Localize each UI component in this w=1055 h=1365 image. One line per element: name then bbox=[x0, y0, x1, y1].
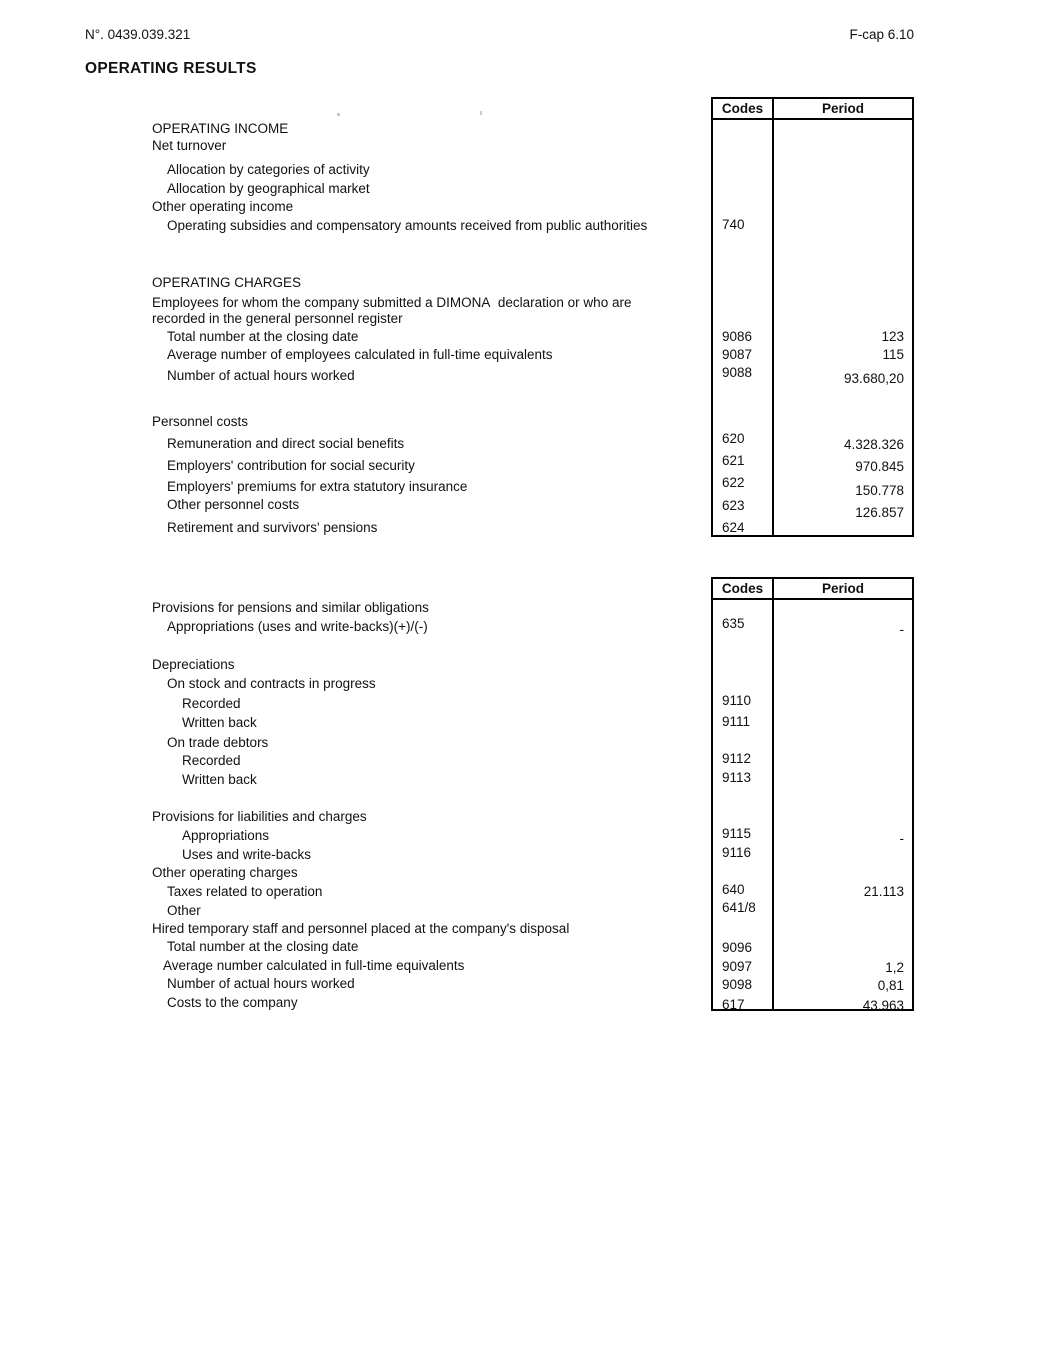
row-code: 622 bbox=[722, 475, 745, 490]
row-label: Written back bbox=[182, 772, 257, 787]
row-label: Other operating charges bbox=[152, 865, 298, 880]
row-code: 617 bbox=[722, 997, 745, 1012]
row-label: Costs to the company bbox=[167, 995, 298, 1010]
row-label: recorded in the general personnel register bbox=[152, 311, 403, 326]
row-value: 126.857 bbox=[855, 505, 904, 520]
row-code: 9087 bbox=[722, 347, 753, 362]
row-label: Allocation by categories of activity bbox=[167, 162, 370, 177]
codes-column-header: Codes bbox=[721, 581, 764, 596]
row-code: 9112 bbox=[722, 751, 752, 766]
row-value: 4.328.326 bbox=[843, 437, 904, 452]
table-row bbox=[0, 138, 914, 154]
codes-column-header: Codes bbox=[721, 101, 764, 116]
page-title: OPERATING RESULTS bbox=[85, 60, 257, 77]
row-value: 123 bbox=[881, 329, 904, 344]
table-row bbox=[0, 753, 914, 769]
table-row bbox=[0, 431, 914, 452]
table-row bbox=[0, 921, 914, 937]
table-row bbox=[0, 847, 914, 863]
row-code: 740 bbox=[722, 217, 745, 232]
period-column-header: Period bbox=[821, 581, 864, 596]
table-row bbox=[0, 657, 914, 673]
row-code: 620 bbox=[722, 431, 745, 446]
table-row bbox=[0, 329, 914, 345]
row-label: On stock and contracts in progress bbox=[167, 676, 376, 691]
row-label: OPERATING CHARGES bbox=[152, 275, 302, 290]
table-row bbox=[0, 828, 914, 844]
row-value: 43.963 bbox=[862, 998, 904, 1013]
row-code: 624 bbox=[722, 520, 745, 535]
row-label: Net turnover bbox=[152, 138, 227, 153]
form-reference: F-cap 6.10 bbox=[849, 27, 914, 42]
row-label: Provisions for liabilities and charges bbox=[152, 809, 367, 824]
table-row bbox=[0, 497, 914, 520]
row-code: 9110 bbox=[722, 693, 752, 708]
row-label: Number of actual hours worked bbox=[167, 368, 355, 383]
table-row bbox=[0, 865, 914, 881]
table-row bbox=[0, 600, 914, 616]
row-value: 1,2 bbox=[885, 960, 904, 975]
row-label: OPERATING INCOME bbox=[152, 121, 289, 136]
row-code: 621 bbox=[722, 453, 745, 468]
row-label: Provisions for pensions and similar obligations bbox=[152, 600, 429, 615]
row-code: 9098 bbox=[722, 977, 753, 992]
row-code: 9115 bbox=[722, 826, 752, 841]
table-row bbox=[0, 900, 914, 919]
row-label: Number of actual hours worked bbox=[167, 976, 355, 991]
table-row bbox=[0, 475, 914, 498]
row-label: Other bbox=[167, 903, 201, 918]
row-label: Employees for whom the company submitted a DIMONA declaration or who are bbox=[152, 295, 632, 310]
table-row bbox=[0, 414, 914, 430]
row-code: 9096 bbox=[722, 940, 753, 955]
row-code: 641/8 bbox=[722, 900, 756, 915]
table-row bbox=[0, 676, 914, 692]
enterprise-number: N°. 0439.039.321 bbox=[85, 27, 191, 42]
row-label: Remuneration and direct social benefits bbox=[167, 436, 405, 451]
row-code: 9116 bbox=[722, 845, 752, 860]
table-row bbox=[0, 295, 914, 311]
table-row bbox=[0, 939, 914, 955]
table-row bbox=[0, 809, 914, 825]
row-label: Operating subsidies and compensatory amounts received from public authorities bbox=[167, 218, 648, 233]
row-label: Appropriations (uses and write-backs)(+)/(-) bbox=[167, 619, 428, 634]
row-code: 9097 bbox=[722, 959, 753, 974]
table-row bbox=[0, 181, 914, 197]
row-label: Taxes related to operation bbox=[167, 884, 323, 899]
row-label: On trade debtors bbox=[167, 735, 269, 750]
row-label: Employers' contribution for social security bbox=[167, 458, 415, 473]
row-code: 635 bbox=[722, 616, 745, 631]
table-row bbox=[0, 520, 914, 536]
table-row bbox=[0, 976, 914, 992]
row-label: Personnel costs bbox=[152, 414, 249, 429]
row-label: Other operating income bbox=[152, 199, 294, 214]
row-code: 640 bbox=[722, 882, 745, 897]
table-row bbox=[0, 735, 914, 751]
row-label: Employers' premiums for extra statutory insurance bbox=[167, 479, 468, 494]
row-label: Recorded bbox=[182, 753, 241, 768]
row-value: 93.680,20 bbox=[843, 371, 904, 386]
row-code: 9113 bbox=[722, 770, 752, 785]
row-label: Average number calculated in full-time equivalents bbox=[163, 958, 465, 973]
row-value: - bbox=[899, 622, 904, 637]
row-value: 0,81 bbox=[877, 978, 904, 993]
table-row bbox=[0, 884, 914, 900]
table-row bbox=[0, 715, 914, 731]
row-value: 115 bbox=[882, 347, 904, 362]
row-label: Allocation by geographical market bbox=[167, 181, 370, 196]
row-value: 21.113 bbox=[863, 884, 904, 899]
row-value: 150.778 bbox=[855, 483, 904, 498]
row-label: Retirement and survivors' pensions bbox=[167, 520, 378, 535]
row-label: Depreciations bbox=[152, 657, 235, 672]
table-row bbox=[0, 453, 914, 474]
row-value: 970.845 bbox=[855, 459, 904, 474]
table-row bbox=[0, 275, 914, 291]
table-row bbox=[0, 162, 914, 178]
row-label: Hired temporary staff and personnel placed at the company's disposal bbox=[152, 921, 570, 936]
table-row bbox=[0, 199, 914, 215]
row-code: 9111 bbox=[722, 714, 751, 729]
row-label: Recorded bbox=[182, 696, 241, 711]
row-label: Total number at the closing date bbox=[167, 939, 359, 954]
table-row bbox=[0, 616, 914, 637]
table-row bbox=[0, 772, 914, 788]
row-label: Other personnel costs bbox=[167, 497, 300, 512]
period-column-header: Period bbox=[821, 101, 864, 116]
table-row bbox=[0, 347, 914, 363]
row-code: 623 bbox=[722, 498, 745, 513]
row-value: - bbox=[899, 831, 904, 846]
table-row bbox=[0, 121, 914, 137]
row-code: 9086 bbox=[722, 329, 753, 344]
row-code: 9088 bbox=[722, 365, 753, 380]
table-row bbox=[0, 365, 914, 386]
table-row bbox=[0, 693, 914, 712]
table-row bbox=[0, 958, 914, 974]
row-label: Uses and write-backs bbox=[182, 847, 312, 862]
row-label: Appropriations bbox=[182, 828, 270, 843]
table-row bbox=[0, 218, 914, 234]
table-row bbox=[0, 995, 914, 1011]
row-label: Total number at the closing date bbox=[167, 329, 359, 344]
table-row bbox=[0, 311, 914, 327]
row-label: Written back bbox=[182, 715, 257, 730]
row-label: Average number of employees calculated in full-time equivalents bbox=[167, 347, 553, 362]
